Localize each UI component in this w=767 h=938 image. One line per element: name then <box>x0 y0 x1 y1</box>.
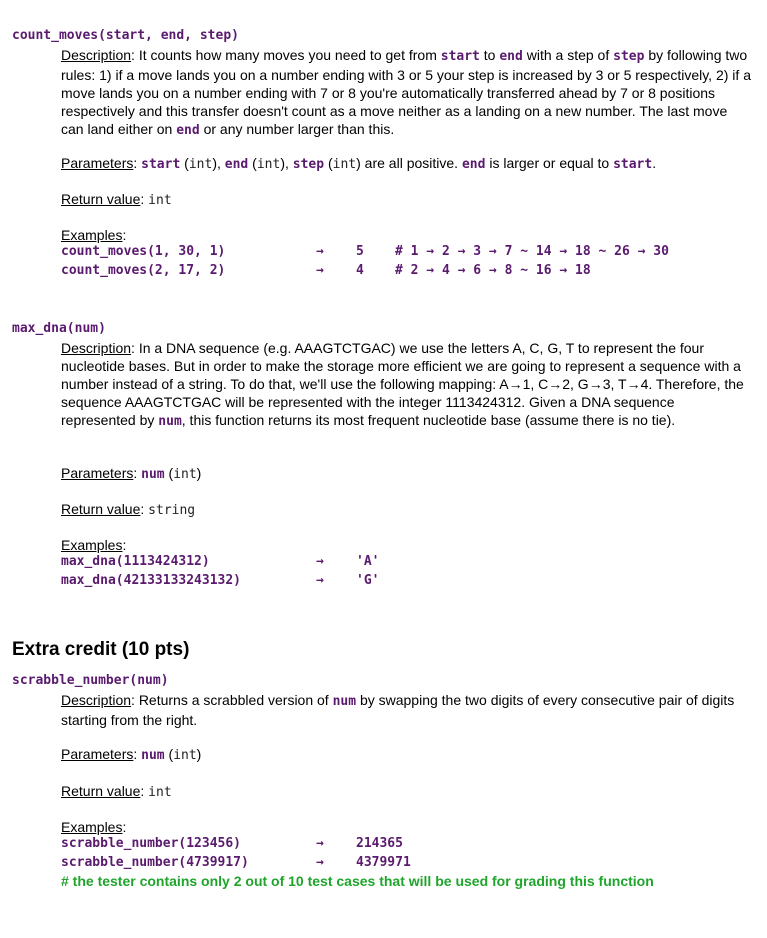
param-name: num <box>141 467 165 482</box>
example-row <box>61 836 241 851</box>
example-call: max_dna(42133133243132) <box>61 573 242 588</box>
parameters-label: Parameters <box>61 465 134 481</box>
desc-text: to <box>479 47 500 63</box>
max-dna-description: Description: In a DNA sequence (e.g. AAAGTCTGAC) we use the letters A, C, G, T to represent the four nucleotide bases. But in order to make the storage more efficient we are going to represent a sequence with a number instead of a string. To do that, we'll use the following mapping: A→1, C→2, G→3, T→4. Therefore, the sequence AAAGTCTGAC will be represented with the integer 1113424312. Given a DNA sequence represented by num, this function returns its most frequent nucleotide base (assume there is no tie). <box>61 340 744 429</box>
max-dna-parameters: Parameters: num (int) <box>61 465 202 482</box>
example-arrow: → <box>316 263 324 278</box>
return-type: int <box>148 785 172 800</box>
example-call: max_dna(1113424312) <box>61 554 210 569</box>
param-text: ), <box>280 155 293 171</box>
scrabble-number-description: Description: Returns a scrabbled version of num by swapping the two digits of every consecutive pair of digits starting from the right. <box>61 692 735 728</box>
description-label: Description <box>61 47 132 63</box>
param-type: int <box>256 157 281 172</box>
example-result: 'G' <box>356 573 380 588</box>
desc-code: end <box>176 123 200 138</box>
description-label: Description <box>61 340 132 356</box>
scrabble-number-parameters: Parameters: num (int) <box>61 746 202 763</box>
example-row <box>61 263 225 278</box>
count-moves-description: Description: It counts how many moves you need to get from start to end with a step of step by following two rules: 1) if a move lands you on a number ending with 3 or 5 your step is increased by 3 or 5 respectively, 2) if a move lands you on a number ending with 7 or 8 you're automatically transferred ahead by 7 or 8 positions respectively and this transfer doesn't count as a move neither as a landing on a new number. The last move can land either on end or any number larger than this. <box>61 47 751 138</box>
scrabble-number-examples-label: Examples: <box>61 819 127 835</box>
count-moves-return: Return value: int <box>61 191 172 208</box>
param-text: ( <box>324 155 333 171</box>
example-result: 4 <box>356 263 364 278</box>
desc-code: end <box>499 49 523 64</box>
function-args: (num) <box>129 673 169 688</box>
example-arrow: → <box>316 573 324 588</box>
example-arrow: → <box>316 554 324 569</box>
return-label: Return value <box>61 501 141 517</box>
desc-text: by following two rules: 1) if a move lands you on a number ending with 3 or 5 your step is increased by 3 or 5 respectively, 2) if a move lands you on a number ending with 7 or 8 you're automatically transferred ahead by 7 or 8 positions respectively and this transfer doesn't count as a move neither as a landing on a new number. The last move can land either on <box>61 47 751 137</box>
max-dna-return: Return value: string <box>61 501 196 518</box>
examples-label: Examples <box>61 819 123 835</box>
param-name: start <box>141 157 181 172</box>
function-args: (start, end, step) <box>98 28 239 43</box>
param-type: int <box>173 748 197 763</box>
example-arrow: → <box>316 855 324 870</box>
example-result: 'A' <box>356 554 380 569</box>
param-type: int <box>173 467 197 482</box>
param-text: ( <box>180 155 189 171</box>
example-call: scrabble_number(4739917) <box>61 855 249 870</box>
example-call: count_moves(1, 30, 1) <box>61 244 226 259</box>
examples-label: Examples <box>61 537 123 553</box>
examples-label: Examples <box>61 227 123 243</box>
param-name: end <box>224 157 249 172</box>
example-arrow: → <box>316 836 324 851</box>
count-moves-parameters: Parameters: start (int), end (int), step (int) are all positive. end is larger or equal to start. <box>61 155 657 172</box>
example-result: 214365 <box>356 836 403 851</box>
param-name: end <box>461 157 486 172</box>
parameters-label: Parameters <box>61 155 134 171</box>
param-text: is larger or equal to <box>485 155 614 171</box>
example-arrow: → <box>316 244 324 259</box>
example-result: 5 <box>356 244 364 259</box>
scrabble-number-signature <box>12 673 169 688</box>
max-dna-examples-label: Examples: <box>61 537 127 553</box>
desc-code: num <box>332 694 357 709</box>
example-row <box>61 554 210 569</box>
param-text: ), <box>212 155 225 171</box>
return-label: Return value <box>61 783 141 799</box>
return-type: string <box>148 503 196 518</box>
param-name: start <box>613 157 653 172</box>
extra-credit-heading: Extra credit (10 pts) <box>12 639 190 660</box>
function-name: max_dna <box>12 321 67 336</box>
max-dna-signature <box>12 321 106 336</box>
param-type: int <box>188 157 213 172</box>
tester-note: # the tester contains only 2 out of 10 test cases that will be used for grading this function <box>61 873 654 889</box>
param-name: step <box>292 157 325 172</box>
desc-text: with a step of <box>522 47 614 63</box>
param-type: int <box>332 157 357 172</box>
return-label: Return value <box>61 191 141 207</box>
scrabble-number-return: Return value: int <box>61 783 172 800</box>
return-type: int <box>148 193 172 208</box>
desc-text: Returns a scrabbled version of <box>138 692 333 708</box>
example-row <box>61 855 249 870</box>
example-row <box>61 573 241 588</box>
param-text: ( <box>248 155 257 171</box>
example-trace: # 2 → 4 → 6 → 8 ~ 16 → 18 <box>395 263 591 278</box>
desc-code: start <box>440 49 480 64</box>
count-moves-signature <box>12 28 239 43</box>
desc-text: , this function returns its most frequent nucleotide base (assume there is no tie). <box>181 412 676 428</box>
example-row <box>61 244 225 259</box>
desc-text: or any number larger than this. <box>199 121 395 137</box>
function-name: scrabble_number <box>12 673 130 688</box>
example-result: 4379971 <box>356 855 411 870</box>
example-call: count_moves(2, 17, 2) <box>61 263 226 278</box>
function-args: (num) <box>66 321 106 336</box>
function-name: count_moves <box>12 28 99 43</box>
param-text: ) are all positive. <box>356 155 462 171</box>
desc-text: In a DNA sequence (e.g. AAAGTCTGAC) we use the letters A, C, G, T to represent the four nucleotide bases. But in order to make the storage more efficient we are going to represent a sequence with a number instead of a string. To do that, we'll use the following mapping: A→1, C→2, G→3, T→4. Therefore, the sequence AAAGTCTGAC will be represented with the integer 1113424312. Given a DNA sequence represented by <box>61 340 744 428</box>
desc-code: step <box>613 49 645 64</box>
desc-text: by swapping the two digits of every consecutive pair of digits starting from the right. <box>61 692 735 728</box>
count-moves-examples-label: Examples: <box>61 227 127 243</box>
desc-text: It counts how many moves you need to get from <box>138 47 441 63</box>
description-label: Description <box>61 692 132 708</box>
example-call: scrabble_number(123456) <box>61 836 242 851</box>
param-text: . <box>652 155 657 171</box>
param-name: num <box>141 748 165 763</box>
example-trace: # 1 → 2 → 3 → 7 ~ 14 → 18 ~ 26 → 30 <box>395 244 669 259</box>
parameters-label: Parameters <box>61 746 134 762</box>
desc-code: num <box>158 414 182 429</box>
